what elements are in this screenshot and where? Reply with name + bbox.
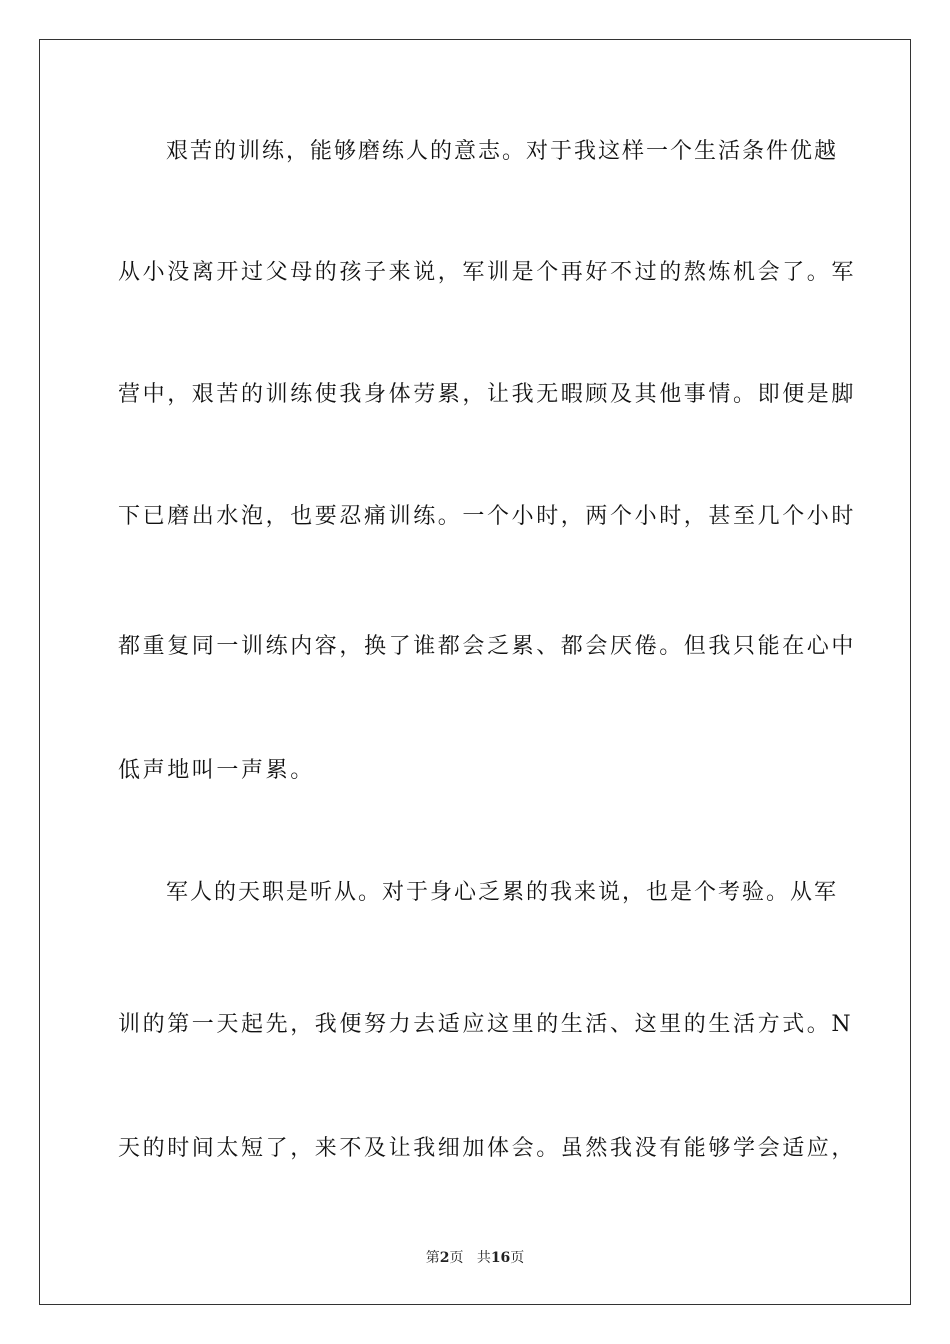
page-prefix: 第 xyxy=(425,1250,440,1266)
paragraph-line-8: 训的第一天起先，我便努力去适应这里的生活、这里的生活方式。N xyxy=(118,1012,854,1037)
page-number: 2 xyxy=(439,1250,450,1266)
page-border xyxy=(39,39,911,1305)
paragraph-line-6: 低声地叫一声累。 xyxy=(118,758,315,783)
total-prefix: 共 xyxy=(476,1250,491,1266)
paragraph-line-3: 营中，艰苦的训练使我身体劳累，让我无暇顾及其他事情。即便是脚 xyxy=(118,382,857,407)
page-suffix: 页 xyxy=(449,1250,464,1266)
total-suffix: 页 xyxy=(510,1250,525,1266)
paragraph-line-2: 从小没离开过父母的孩子来说，军训是个再好不过的熬炼机会了。军 xyxy=(118,260,857,285)
paragraph-line-4: 下已磨出水泡，也要忍痛训练。一个小时，两个小时，甚至几个小时 xyxy=(118,504,857,529)
page-footer xyxy=(0,1249,950,1267)
total-pages: 16 xyxy=(490,1250,511,1266)
paragraph-line-7: 军人的天职是听从。对于身心乏累的我来说，也是个考验。从军 xyxy=(118,880,839,905)
paragraph-line-9: 天的时间太短了，来不及让我细加体会。虽然我没有能够学会适应， xyxy=(118,1136,857,1161)
paragraph-line-1: 艰苦的训练，能够磨练人的意志。对于我这样一个生活条件优越 xyxy=(118,139,839,164)
paragraph-line-5: 都重复同一训练内容，换了谁都会乏累、都会厌倦。但我只能在心中 xyxy=(118,634,857,659)
